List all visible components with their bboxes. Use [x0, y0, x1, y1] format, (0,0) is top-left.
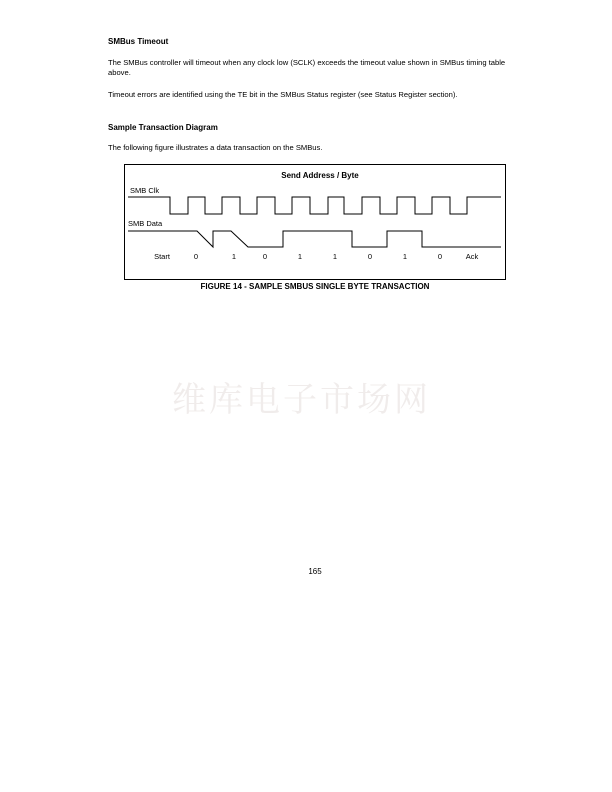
- bit-label: 1: [332, 252, 338, 261]
- diagram-title: Send Address / Byte: [281, 171, 359, 180]
- smb-clk-label: SMB Clk: [130, 186, 160, 195]
- bit-label: 1: [231, 252, 237, 261]
- bit-label-ack: Ack: [465, 252, 479, 261]
- paragraph-timeout-errors: Timeout errors are identified using the TE bit in the SMBus Status register (see Status Register section).: [108, 90, 458, 99]
- section-heading-sample-transaction: Sample Transaction Diagram: [108, 123, 218, 132]
- bit-label: 1: [402, 252, 408, 261]
- bit-label: 0: [193, 252, 199, 261]
- bit-label-start: Start: [154, 252, 170, 261]
- diagram-border: [125, 165, 506, 280]
- bit-label: 0: [367, 252, 373, 261]
- figure-caption: FIGURE 14 - SAMPLE SMBUS SINGLE BYTE TRANSACTION: [200, 282, 430, 291]
- paragraph-figure-intro: The following figure illustrates a data transaction on the SMBus.: [108, 143, 323, 152]
- paragraph-timeout-description: The SMBus controller will timeout when any clock low (SCLK) exceeds the timeout value shown in SMBus timing table above.: [108, 58, 506, 77]
- bit-label: 0: [437, 252, 443, 261]
- smb-data-waveform: [128, 231, 501, 247]
- smb-clk-waveform: [128, 197, 501, 214]
- bit-labels: [154, 252, 478, 261]
- section-heading-smbus-timeout: SMBus Timeout: [108, 37, 169, 46]
- smb-data-label: SMB Data: [128, 219, 163, 228]
- timing-diagram: [124, 164, 506, 280]
- bit-label: 0: [262, 252, 268, 261]
- bit-label: 1: [297, 252, 303, 261]
- watermark-text: 维库电子市场网: [172, 380, 431, 420]
- page-number: 165: [308, 567, 322, 576]
